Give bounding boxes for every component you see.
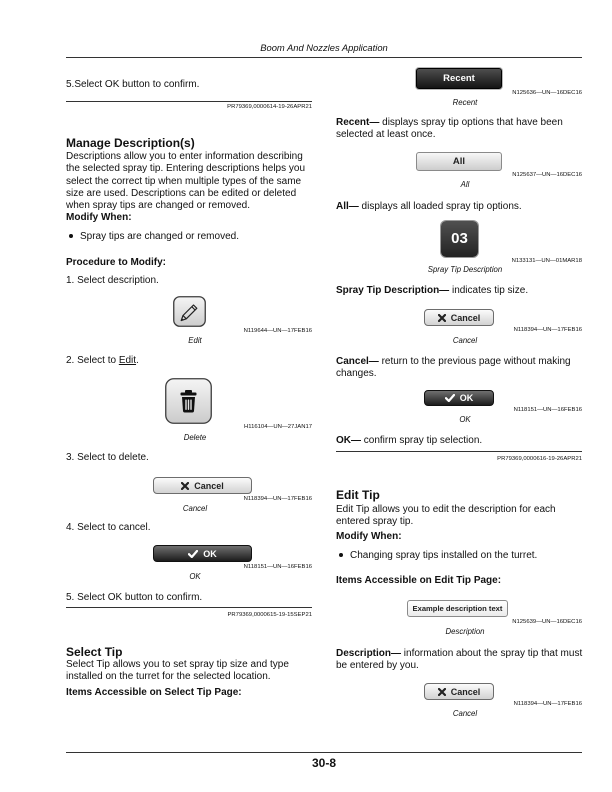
figure-caption: All <box>460 179 470 189</box>
figure-code: N118151—UN—16FEB16 <box>243 563 312 570</box>
edit-tip-paragraph: Edit Tip allows you to edit the description for each entered spray tip. <box>336 504 556 528</box>
section-rule <box>66 607 312 608</box>
step-5: 5. Select OK button to confirm. <box>66 592 203 603</box>
figure-caption: OK <box>189 571 201 581</box>
edit-link-text: Edit <box>118 355 137 366</box>
bullet-text: Spray tips are changed or removed. <box>80 231 239 242</box>
description-definition <box>336 648 586 673</box>
recent-definition <box>336 117 586 142</box>
figure-caption: Cancel <box>182 503 208 513</box>
bullet-icon <box>339 553 343 557</box>
term: Description— <box>336 648 402 659</box>
reference-code: PR79369,0000614-19-26APR21 <box>227 104 312 110</box>
bullet-item <box>66 231 239 243</box>
step-2-text: 2. Select to <box>66 355 119 366</box>
manage-description-paragraph: Descriptions allow you to enter information describing the selected spray tip. Entering descriptions helps you select the correct tip when multiple types of the same size are used. Descriptions can be edited or deleted when spray tips are changed or removed. <box>66 151 306 212</box>
section-rule <box>336 451 582 452</box>
figure-caption: Edit <box>188 335 202 345</box>
figure-code: N118151—UN—16FEB16 <box>513 406 582 413</box>
figure-code: N125637—UN—16DEC16 <box>512 171 582 178</box>
definition-text: displays spray tip options that have been selected at least once. <box>336 117 563 141</box>
figure-code: N118394—UN—17FEB16 <box>513 326 582 333</box>
figure-caption: Cancel <box>452 335 478 345</box>
edit-tip-heading: Edit Tip <box>336 488 380 502</box>
figure-code: N125636—UN—16DEC16 <box>512 89 582 96</box>
cancel-label: Cancel <box>450 686 481 697</box>
figure-code: N118394—UN—17FEB16 <box>243 495 312 502</box>
ok-label: OK <box>203 548 217 559</box>
figure-code: N133131—UN—01MAR18 <box>511 257 582 264</box>
all-label: All <box>452 155 466 167</box>
section-rule <box>66 101 312 102</box>
figure-code: H116104—UN—27JAN17 <box>244 423 312 430</box>
edit-tip-items-label: Items Accessible on Edit Tip Page: <box>336 575 502 586</box>
cancel-button-figure <box>424 683 494 700</box>
modify-when-label: Modify When: <box>336 531 402 542</box>
cancel-label: Cancel <box>194 480 224 491</box>
bullet-icon <box>69 234 73 238</box>
step-4: 4. Select to cancel. <box>66 522 151 533</box>
bullet-item <box>336 550 537 562</box>
intro-step: 5.Select OK button to confirm. <box>66 79 200 90</box>
manage-description-heading: Manage Description(s) <box>66 136 195 150</box>
x-icon <box>438 688 446 696</box>
term: OK— <box>336 435 361 446</box>
term: Recent— <box>336 117 380 128</box>
term: All— <box>336 201 359 212</box>
modify-when-label: Modify When: <box>66 212 132 223</box>
ok-definition <box>336 435 586 447</box>
step-2 <box>66 355 139 367</box>
cancel-definition <box>336 356 586 381</box>
ok-label: OK <box>459 393 474 403</box>
bullet-text: Changing spray tips installed on the turret. <box>350 550 538 561</box>
definition-text: return to the previous page without making changes. <box>336 356 571 380</box>
all-definition <box>336 201 586 213</box>
step-3: 3. Select to delete. <box>66 452 149 463</box>
all-button-figure <box>416 152 502 171</box>
footer-rule <box>66 752 582 753</box>
x-icon <box>181 482 189 490</box>
figure-caption: Delete <box>183 432 207 442</box>
spray-tip-description-tile: 03 <box>441 221 478 257</box>
pencil-icon <box>173 296 206 327</box>
select-tip-items-label: Items Accessible on Select Tip Page: <box>66 687 242 698</box>
figure-caption: OK <box>459 414 471 424</box>
check-icon <box>188 550 198 558</box>
figure-caption: Description <box>445 626 485 636</box>
select-tip-heading: Select Tip <box>66 645 123 659</box>
cancel-button-figure <box>153 477 252 494</box>
cancel-label: Cancel <box>450 312 481 323</box>
description-field-figure: Example description text <box>407 600 508 617</box>
figure-caption: Cancel <box>452 708 478 718</box>
recent-button-figure <box>416 68 502 89</box>
trash-icon <box>165 378 212 424</box>
figure-code: N125639—UN—16DEC16 <box>512 618 582 625</box>
step-2-suffix: . <box>136 355 139 366</box>
recent-label: Recent <box>443 72 475 84</box>
procedure-label: Procedure to Modify: <box>66 257 167 268</box>
figure-caption: Recent <box>452 97 478 107</box>
reference-code: PR79369,0000616-19-26APR21 <box>497 455 582 462</box>
ok-button-figure <box>424 390 494 406</box>
page-number: 30-8 <box>311 756 337 770</box>
select-tip-paragraph: Select Tip allows you to set spray tip size and type installed on the turret for the selected location. <box>66 659 289 683</box>
check-icon <box>445 394 455 402</box>
definition-text: information about the spray tip that must be entered by you. <box>336 648 583 672</box>
term: Cancel— <box>336 356 379 367</box>
ok-button-figure <box>153 545 252 562</box>
definition-text: indicates tip size. <box>449 285 529 296</box>
definition-text: displays all loaded spray tip options. <box>358 201 522 212</box>
running-header: Boom And Nozzles Application <box>260 41 388 53</box>
cancel-button-figure <box>424 309 494 326</box>
figure-code: N119644—UN—17FEB16 <box>243 327 312 334</box>
definition-text: confirm spray tip selection. <box>361 435 483 446</box>
header-rule <box>66 57 582 58</box>
figure-code: N118394—UN—17FEB16 <box>513 700 582 707</box>
figure-caption: Spray Tip Description <box>427 264 503 274</box>
step-1: 1. Select description. <box>66 275 159 286</box>
x-icon <box>438 314 446 322</box>
reference-code: PR79369,0000615-19-15SEP21 <box>227 611 312 618</box>
spray-tip-description-definition <box>336 285 586 297</box>
term: Spray Tip Description— <box>336 285 450 296</box>
